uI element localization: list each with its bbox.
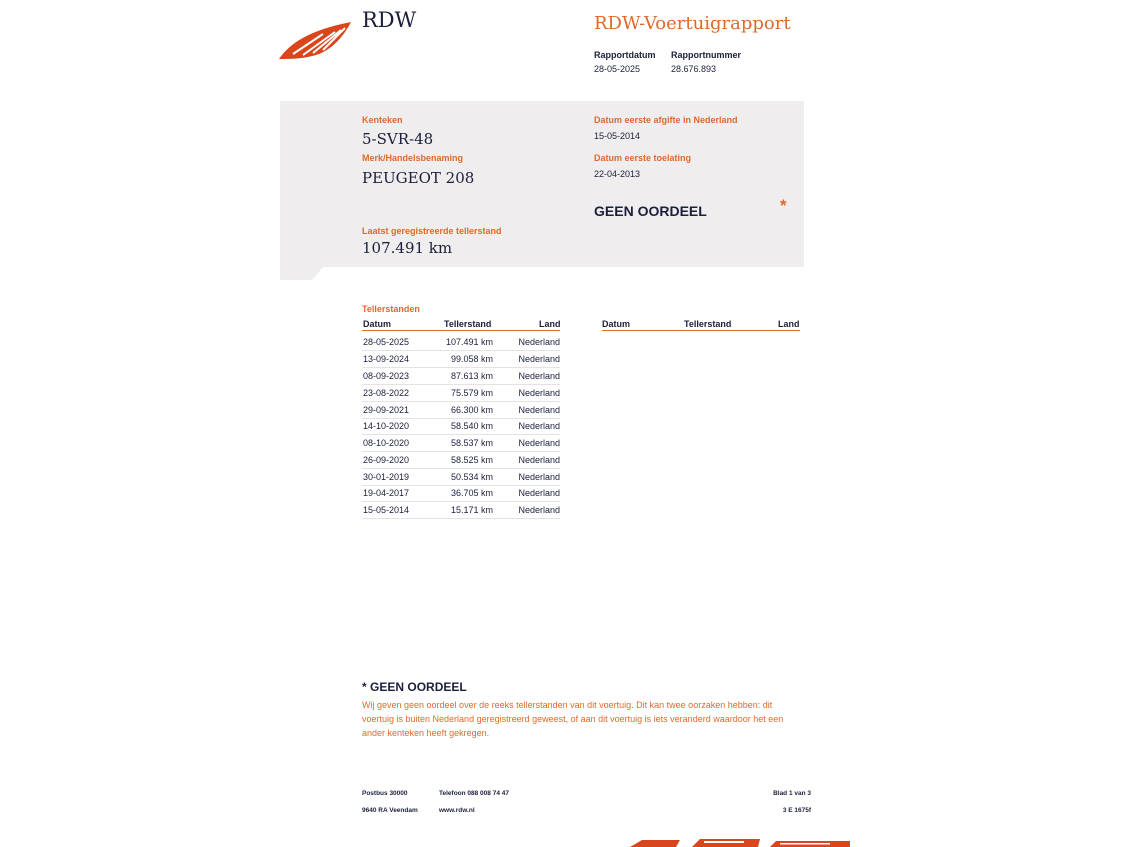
table-row: 08-10-2020 58.537 km Nederland xyxy=(362,435,560,452)
oordeel-asterisk: * xyxy=(780,196,787,215)
note-text xyxy=(362,698,783,740)
footer-website: www.rdw.nl xyxy=(439,807,475,814)
col-teller-header: Tellerstand xyxy=(444,319,492,329)
col-land-header-right: Land xyxy=(778,319,800,329)
rapportdatum-value: 28-05-2025 xyxy=(594,64,641,74)
teller-label: Laatst geregistreerde tellerstand xyxy=(362,226,502,236)
brand-name: RDW xyxy=(362,8,417,32)
table-row: 26-09-2020 58.525 km Nederland xyxy=(362,452,560,469)
panel-notch xyxy=(280,266,324,280)
note-heading xyxy=(362,680,467,694)
note-line: Wij geven geen oordeel over de reeks tellerstanden van dit voertuig. Dit kan twee oorzaken hebben: dit xyxy=(362,700,773,710)
note-line: ander kenteken heeft gekregen. xyxy=(362,728,490,738)
kenteken-value: 5-SVR-48 xyxy=(362,130,434,148)
oordeel-status: GEEN OORDEEL xyxy=(594,203,707,219)
col-datum-header: Datum xyxy=(363,319,392,329)
teller-value: 107.491 km xyxy=(362,239,453,257)
afgifte-value: 15-05-2014 xyxy=(594,131,641,141)
table-row: 23-08-2022 75.579 km Nederland xyxy=(362,385,560,402)
table-row: 30-01-2019 50.534 km Nederland xyxy=(362,469,560,486)
table-row: 08-09-2023 87.613 km Nederland xyxy=(362,368,560,385)
rapportnummer-value: 28.676.893 xyxy=(671,64,717,74)
report-title: RDW-Voertuigrapport xyxy=(594,13,791,34)
footer-decoration-icon xyxy=(630,838,850,847)
toelating-value: 22-04-2013 xyxy=(594,169,641,179)
table-row: 14-10-2020 58.540 km Nederland xyxy=(362,418,560,435)
table-row: 28-05-2025 107.491 km Nederland xyxy=(362,334,560,351)
kenteken-label: Kenteken xyxy=(362,115,403,125)
table-row: 13-09-2024 99.058 km Nederland xyxy=(362,351,560,368)
footer-postbus: Postbus 30000 xyxy=(362,790,408,797)
table-row: 15-05-2014 15.171 km Nederland xyxy=(362,502,560,519)
footer-plaats: 9640 RA Veendam xyxy=(362,807,418,814)
tellerstanden-title: Tellerstanden xyxy=(362,304,420,314)
footer-blad: Blad 1 van 3 xyxy=(773,790,811,797)
col-datum-header-right: Datum xyxy=(602,319,631,329)
vehicle-info-panel xyxy=(280,101,804,267)
table-header-rule-right xyxy=(602,330,800,331)
col-teller-header-right: Tellerstand xyxy=(684,319,732,329)
toelating-label: Datum eerste toelating xyxy=(594,153,692,163)
afgifte-label: Datum eerste afgifte in Nederland xyxy=(594,115,738,125)
rapportdatum-label: Rapportdatum xyxy=(594,50,656,60)
rapportnummer-label: Rapportnummer xyxy=(671,50,742,60)
note-title: GEEN OORDEEL xyxy=(370,680,467,694)
merk-label: Merk/Handelsbenaming xyxy=(362,153,464,163)
merk-value: PEUGEOT 208 xyxy=(362,169,475,187)
table-row: 29-09-2021 66.300 km Nederland xyxy=(362,402,560,419)
rdw-logo-icon xyxy=(279,22,353,60)
note-line: voertuig is buiten Nederland geregistreerd geweest, of aan dit voertuig is iets veranderd waardoor het een xyxy=(362,714,784,724)
note-asterisk: * xyxy=(362,680,367,694)
footer-telefoon: Telefoon 088 008 74 47 xyxy=(439,790,509,797)
footer-code: 3 E 1675f xyxy=(782,807,811,814)
table-row: 19-04-2017 36.705 km Nederland xyxy=(362,485,560,502)
table-header-rule xyxy=(362,330,560,331)
col-land-header: Land xyxy=(539,319,561,329)
